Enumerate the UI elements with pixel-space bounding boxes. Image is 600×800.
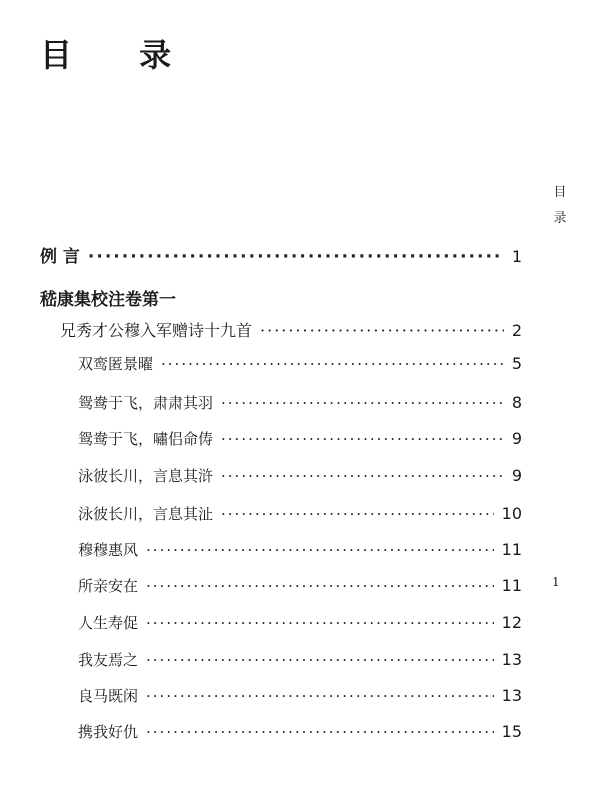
dot-leader	[221, 430, 504, 448]
toc-label: 双鸾匿景曜	[78, 355, 154, 373]
toc-label: 穆穆惠风	[78, 541, 139, 559]
toc-label: 携我好仇	[78, 723, 139, 741]
dot-leader	[146, 723, 494, 741]
toc-label: 良马既闲	[78, 687, 139, 705]
dot-leader	[146, 577, 494, 595]
toc-page-number: 12	[501, 613, 522, 632]
toc-entry[interactable]	[78, 503, 522, 524]
dot-leader	[221, 467, 504, 485]
section-heading-label: 嵇康集校注卷第一	[40, 290, 176, 310]
toc-label: 人生寿促	[78, 614, 139, 632]
toc-page-number: 13	[501, 650, 522, 669]
toc-label: 泳彼长川，言息其沚	[78, 505, 214, 523]
running-header-char: 目	[553, 185, 567, 200]
running-header	[550, 180, 570, 232]
toc-label: 兄秀才公穆入军赠诗十九首	[60, 321, 253, 340]
toc-entry-poem-group[interactable]	[60, 318, 522, 341]
dot-leader	[146, 614, 494, 632]
running-header-char: 录	[553, 211, 567, 226]
dot-leader	[146, 651, 494, 669]
toc-entry[interactable]	[78, 721, 522, 742]
toc-entry[interactable]	[78, 612, 522, 633]
toc-page-number: 8	[511, 393, 522, 412]
page-title: 目 录	[40, 36, 200, 74]
toc-entry[interactable]	[78, 392, 522, 413]
dot-leader	[88, 247, 504, 267]
toc-entry[interactable]	[78, 465, 522, 486]
toc-label: 我友焉之	[78, 651, 139, 669]
toc-page-number: 10	[501, 504, 522, 523]
toc-page-number: 15	[501, 722, 522, 741]
section-heading-volume-1	[40, 285, 522, 310]
dot-leader	[221, 394, 504, 412]
toc-entry[interactable]	[78, 353, 522, 374]
toc-page-number: 9	[511, 429, 522, 448]
toc-entry[interactable]	[78, 685, 522, 706]
toc-page-number: 13	[501, 686, 522, 705]
dot-leader	[161, 355, 504, 373]
toc-page-number: 1	[511, 247, 522, 266]
toc-label: 例 言	[40, 247, 80, 267]
toc-page-number: 5	[511, 354, 522, 373]
toc-label: 泳彼长川，言息其浒	[78, 467, 214, 485]
toc-entry[interactable]	[78, 575, 522, 596]
toc-page-number: 9	[511, 466, 522, 485]
toc-label: 所亲安在	[78, 577, 139, 595]
toc-entry-preface[interactable]	[40, 242, 522, 267]
toc-page-number: 2	[511, 321, 522, 340]
dot-leader	[146, 687, 494, 705]
dot-leader	[221, 505, 494, 523]
dot-leader	[146, 541, 494, 559]
toc-entry[interactable]	[78, 428, 522, 449]
toc-entry[interactable]	[78, 539, 522, 560]
toc-page-number: 11	[501, 576, 522, 595]
toc-label: 鸳鸯于飞，肃肃其羽	[78, 394, 214, 412]
toc-label: 鸳鸯于飞，嘯侣命俦	[78, 430, 214, 448]
toc-page-number: 11	[501, 540, 522, 559]
dot-leader	[260, 321, 504, 340]
page-number: 1	[552, 575, 560, 589]
toc-entry[interactable]	[78, 649, 522, 670]
